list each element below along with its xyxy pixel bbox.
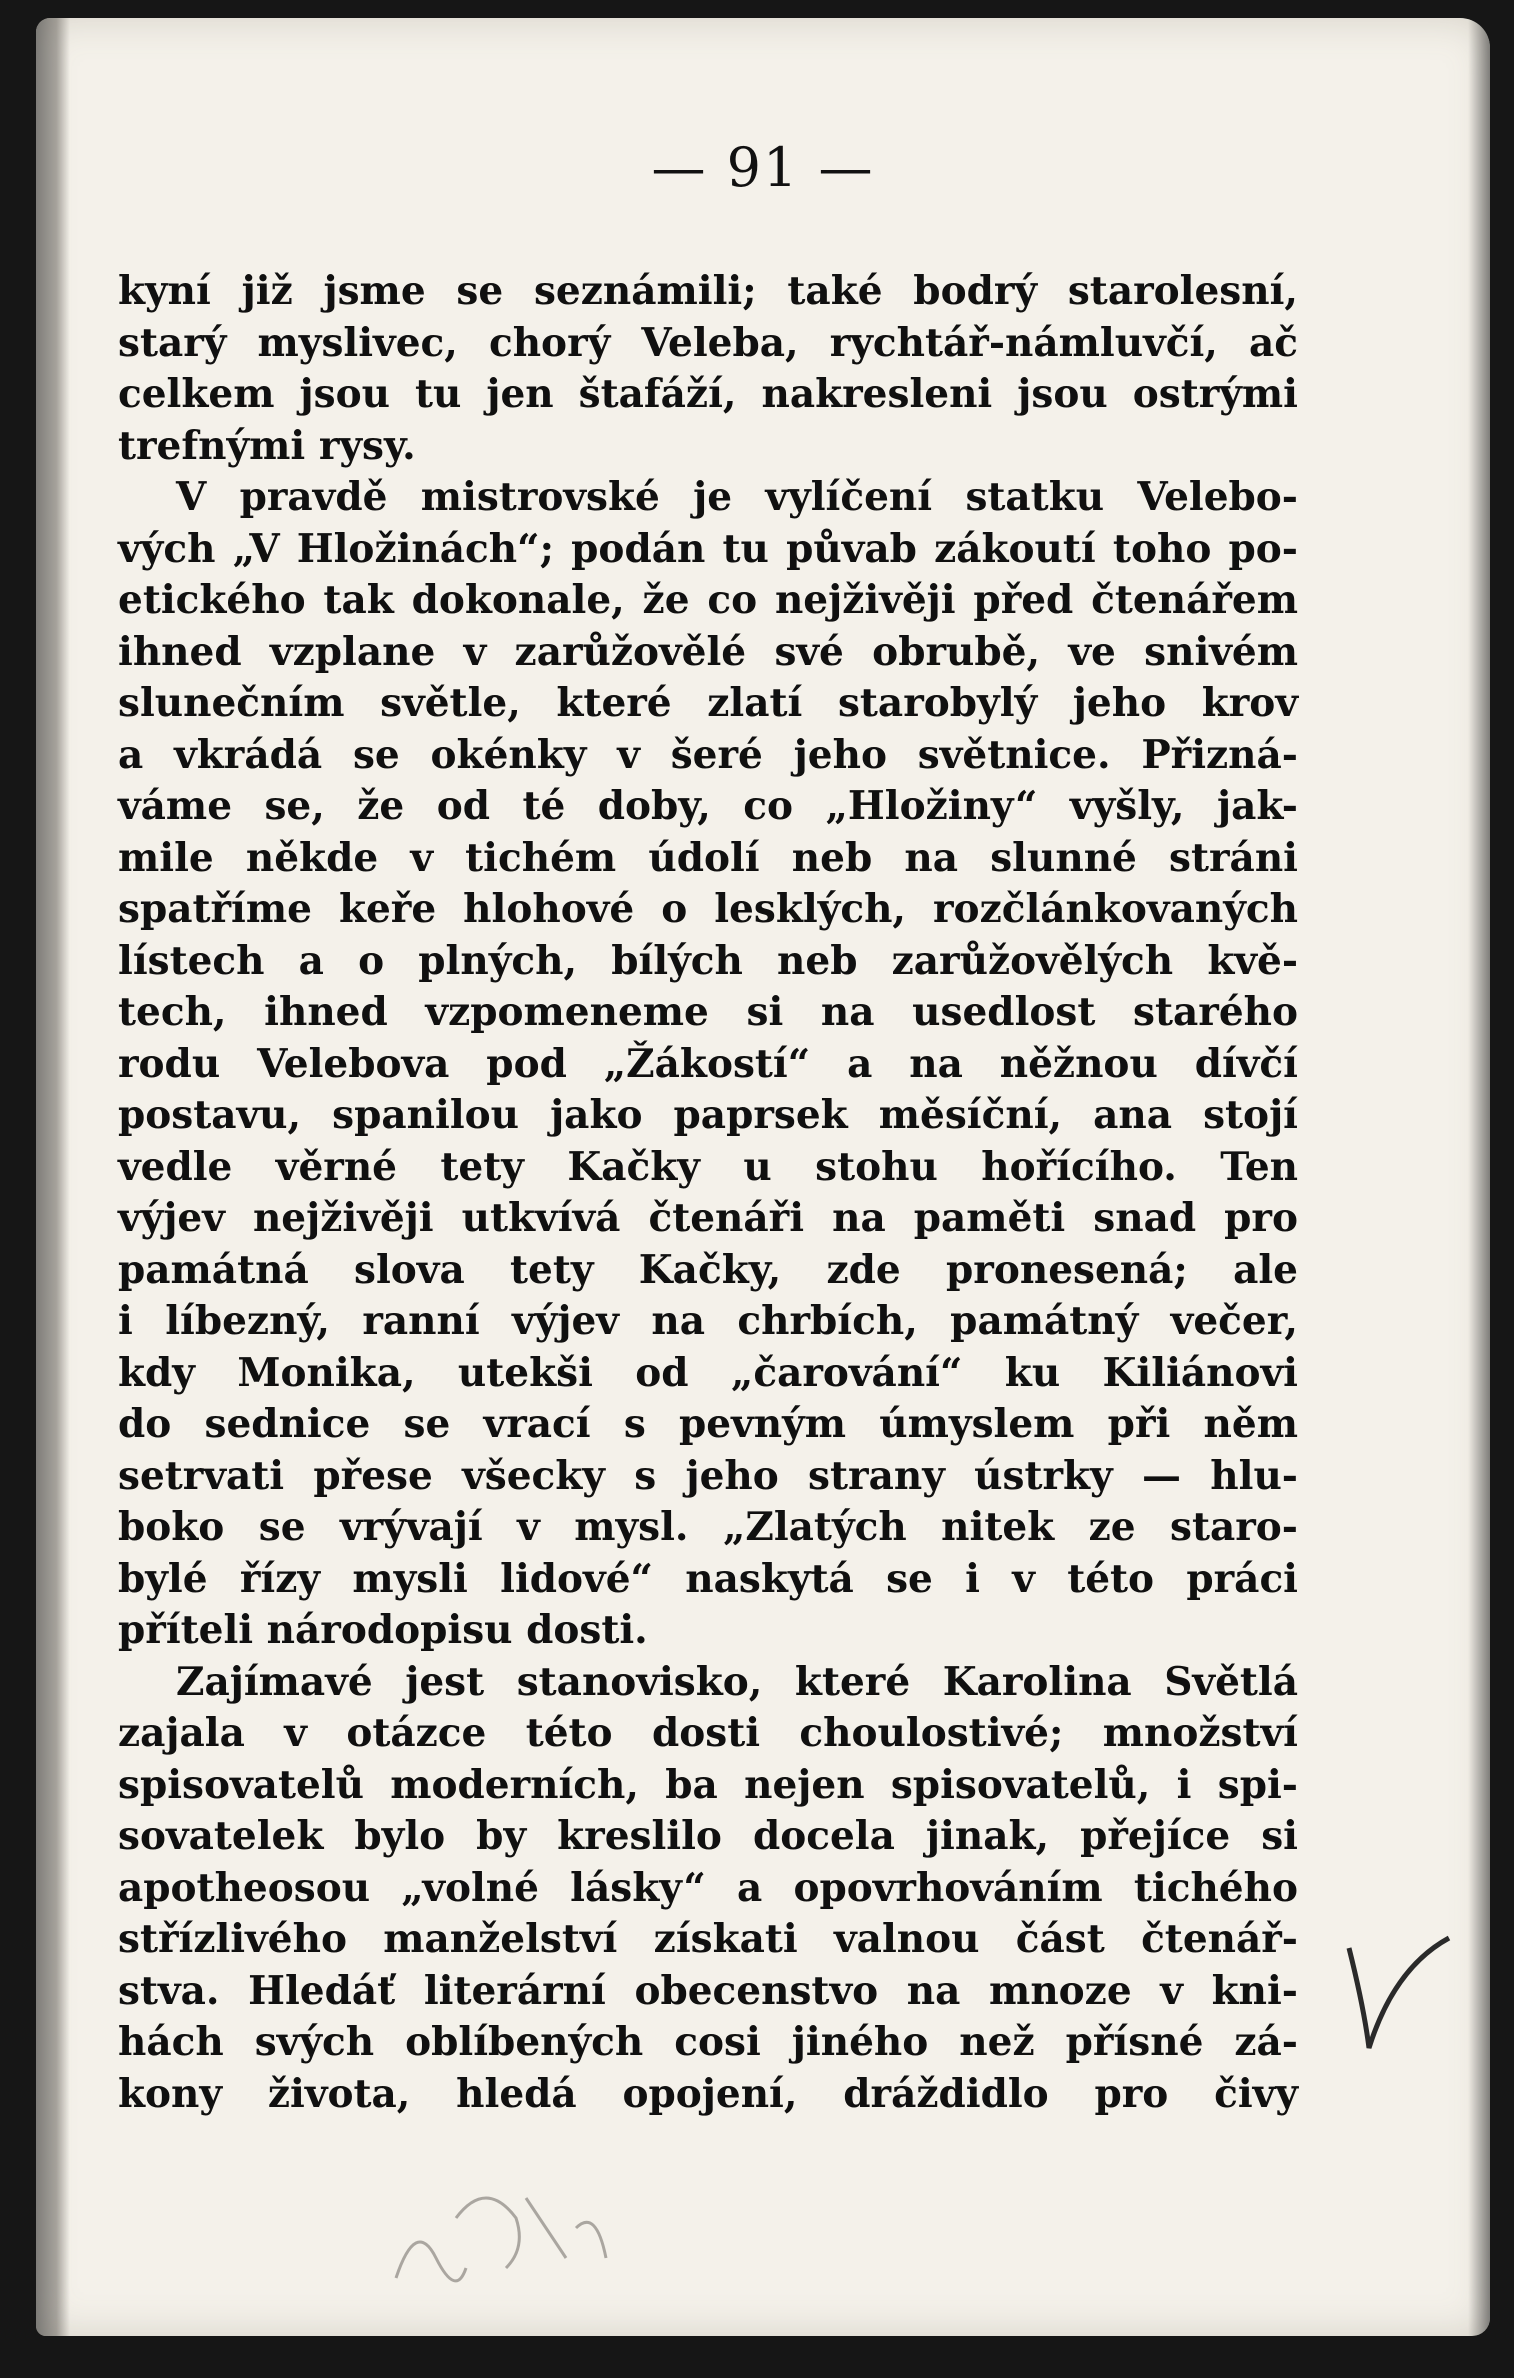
text-line: starý myslivec, chorý Veleba, rychtář-námluvčí, ač (118, 319, 1298, 366)
text-line: i líbezný, ranní výjev na chrbích, památný večer, (118, 1298, 1298, 1344)
text-line: do sednice se vrací s pevným úmyslem při něm (118, 1401, 1298, 1447)
text-line: sovatelek bylo by kreslilo docela jinak, přejíce si (118, 1813, 1298, 1859)
body-text (118, 266, 1298, 2120)
text-line: hách svých oblíbených cosi jiného než přísné zá- (118, 2019, 1298, 2065)
text-line: střízlivého manželství získati valnou část čtenář- (118, 1916, 1298, 1962)
page-edge-shadow (1468, 18, 1490, 2336)
text-line: Zajímavé jest stanovisko, které Karolina Světlá (176, 1658, 1298, 1705)
text-line: kyní již jsme se seznámili; také bodrý starolesní, (118, 268, 1298, 314)
text-line: výjev nejživěji utkvívá čtenáři na paměti snad pro (118, 1195, 1298, 1241)
text-line: mile někde v tichém údolí neb na slunné stráni (118, 834, 1298, 881)
page-number: — 91 — (651, 136, 875, 199)
text-line: a vkrádá se okénky v šeré jeho světnice. Přizná- (118, 731, 1298, 778)
text-line: spatříme keře hlohové o lesklých, rozčlánkovaných (118, 886, 1298, 932)
text-line: bylé řízy mysli lidové“ naskytá se i v této práci (118, 1555, 1298, 1602)
text-line: lístech a o plných, bílých neb zarůžovělých kvě- (118, 937, 1298, 984)
text-line: ihned vzplane v zarůžovělé své obrubě, ve snivém (118, 628, 1298, 675)
page-binding-shadow (36, 18, 70, 2336)
text-line: stva. Hledáť literární obecenstvo na mnoze v kni- (118, 1967, 1298, 2014)
text-line: vedle věrné tety Kačky u stohu hořícího. Ten (118, 1143, 1298, 1190)
text-line: postavu, spanilou jako paprsek měsíční, ana stojí (118, 1092, 1298, 1138)
text-line: celkem jsou tu jen štafáží, nakresleni jsou ostrými (118, 371, 1298, 417)
text-line: kony života, hledá opojení, dráždidlo pro čivy (118, 2070, 1298, 2117)
text-line: příteli národopisu dosti. (118, 1607, 648, 1653)
text-line: boko se vrývají v mysl. „Zlatých nitek ze staro- (118, 1504, 1298, 1550)
text-line: kdy Monika, utekši od „čarování“ ku Kiliánovi (118, 1349, 1298, 1396)
text-line: zajala v otázce této dosti choulostivé; množství (118, 1710, 1298, 1756)
text-line: váme se, že od té doby, co „Hložiny“ vyšly, jak- (118, 783, 1298, 829)
text-line: památná slova tety Kačky, zde pronesená; ale (118, 1246, 1298, 1293)
text-line: trefnými rysy. (118, 422, 416, 469)
text-line: apotheosou „volné lásky“ a opovrhováním tichého (118, 1864, 1298, 1911)
book-page (36, 18, 1490, 2336)
text-line: rodu Velebova pod „Žákostí“ a na něžnou dívčí (118, 1040, 1298, 1087)
text-line: slunečním světle, které zlatí starobylý jeho krov (118, 680, 1298, 726)
margin-check-mark (1344, 1918, 1454, 2058)
text-line: tech, ihned vzpomeneme si na usedlost starého (118, 989, 1298, 1035)
pencil-scribble-mark (386, 2158, 646, 2308)
text-line: etického tak dokonale, že co nejživěji před čtenářem (118, 577, 1298, 623)
text-line: spisovatelů moderních, ba nejen spisovatelů, i spi- (118, 1761, 1298, 1808)
text-line: V pravdě mistrovské je vylíčení statku Velebo- (176, 474, 1298, 520)
text-line: vých „V Hložinách“; podán tu půvab zákoutí toho po- (118, 525, 1298, 572)
text-line: setrvati přese všecky s jeho strany ústrky — hlu- (118, 1452, 1298, 1499)
